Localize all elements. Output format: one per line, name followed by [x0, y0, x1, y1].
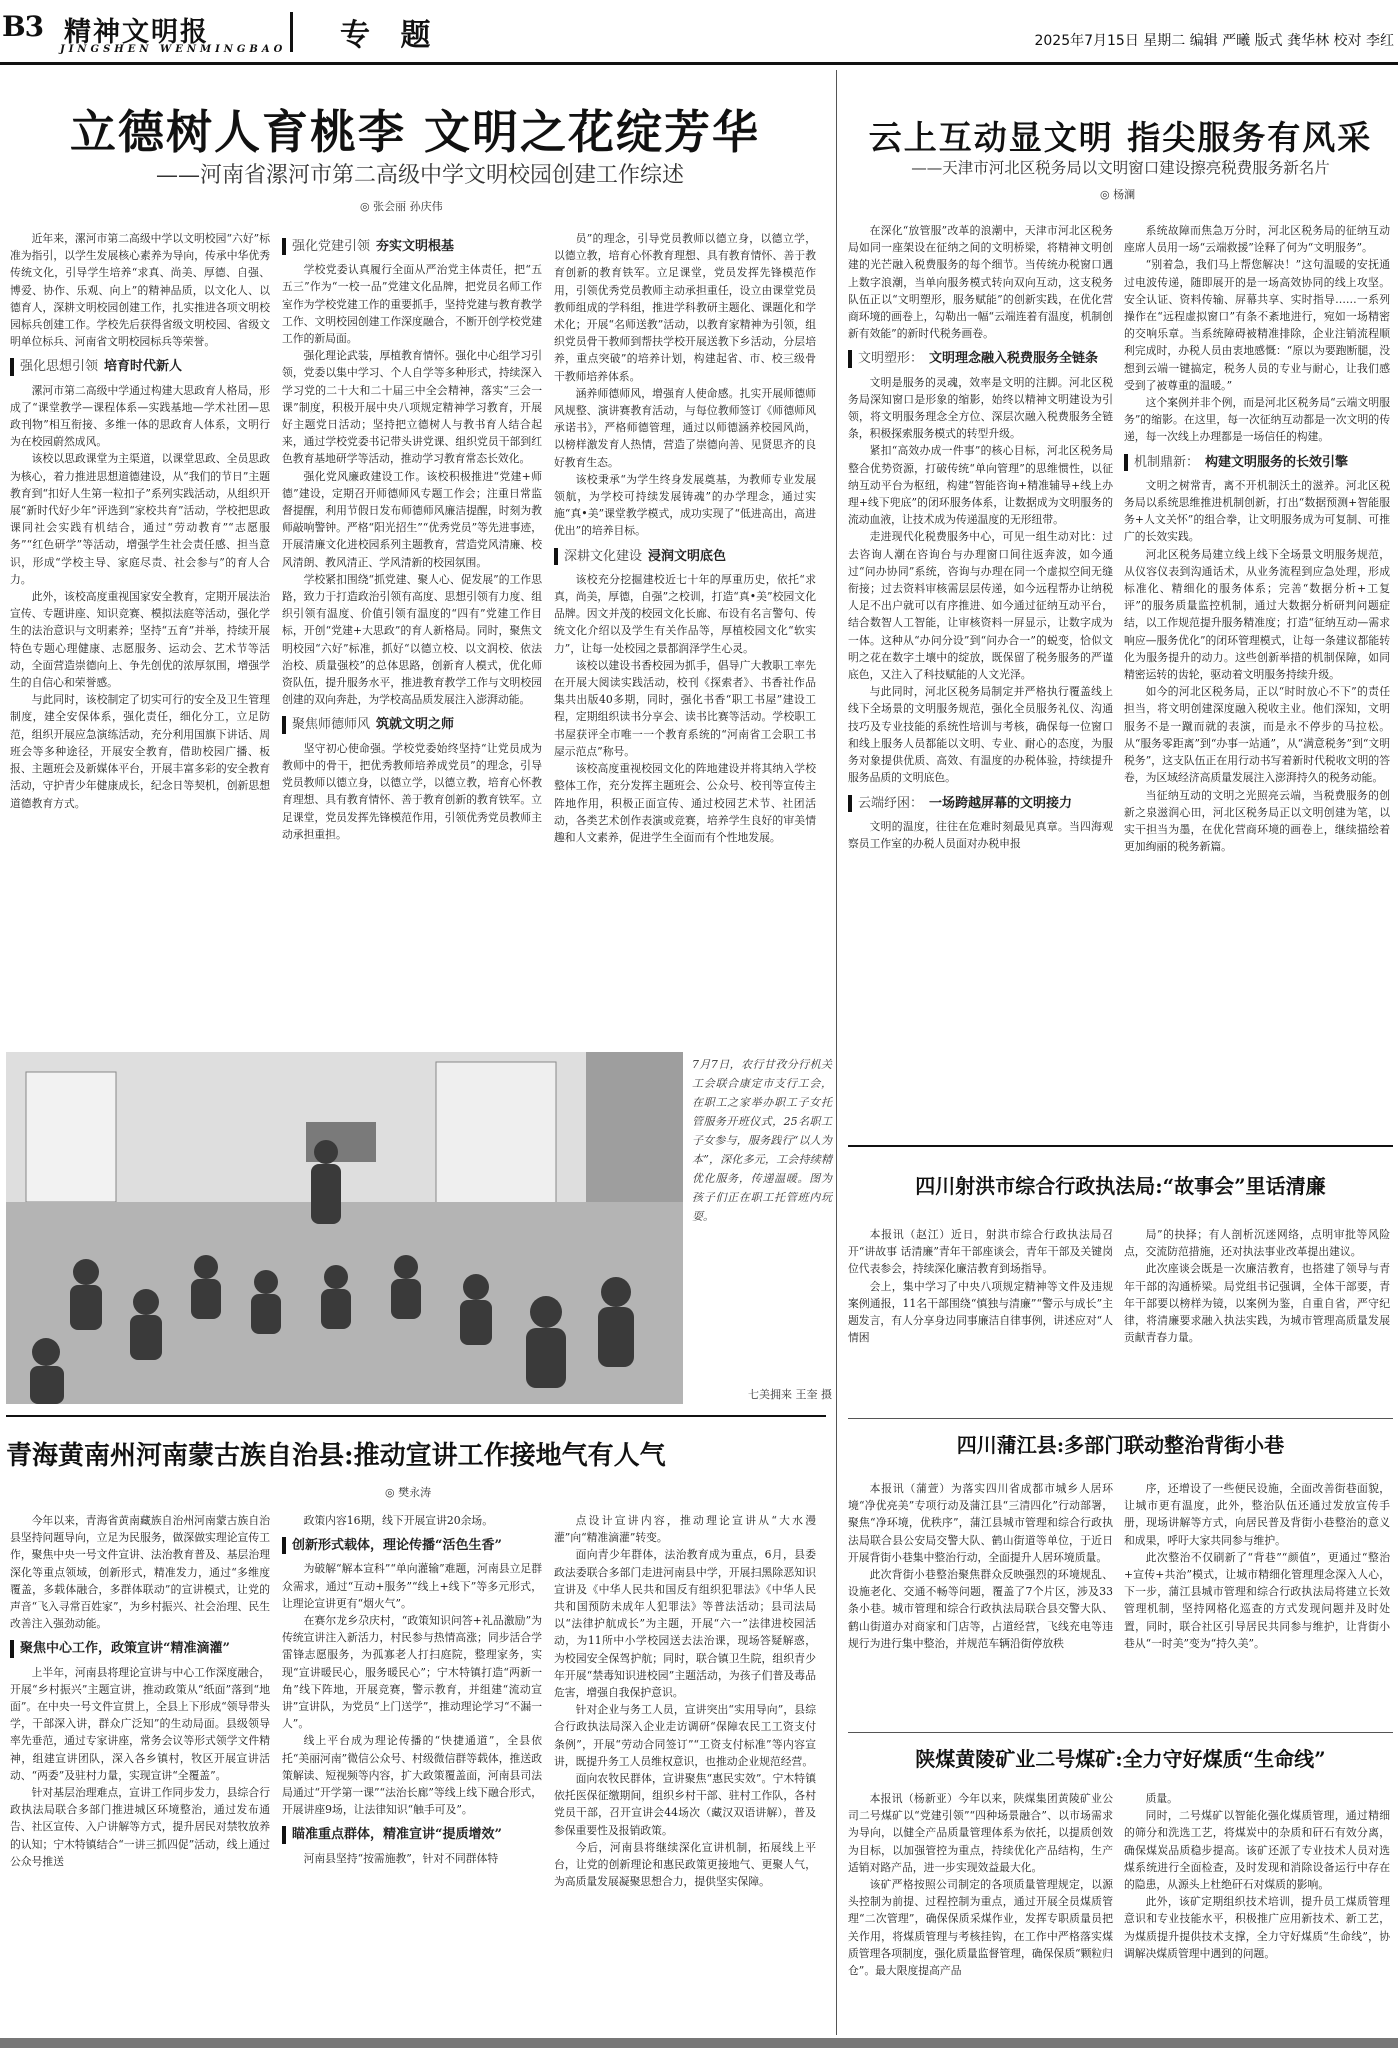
article-4-col-1 [848, 1480, 1113, 1715]
paragraph: 本报讯（杨新亚）今年以来，陕煤集团黄陵矿业公司二号煤矿以“党建引领”“四种场景融合”、以市场需求为导向，以健全产品质量管理体系为依托，以提质创效为目标，以加强管控为重点，持续优化产品结构，生产适销对路产品，进一步实现效益最大化。 [848, 1792, 1113, 1874]
paragraph: 此次座谈会既是一次廉洁教育，也搭建了领导与青年干部的沟通桥梁。局党组书记强调，全体干部要，青年干部要以榜样为镜，以案例为鉴，自重自省，严守纪律，将清廉要求融入执法实践，为城市管理高质量发展贡献青春力量。 [1124, 1262, 1390, 1345]
paragraph: 今后，河南县将继续深化宣讲机制，拓展线上平台，让党的创新理论和惠民政策更接地气、更聚人气，为高质量发展凝聚思想合力，提供坚实保障。 [554, 1840, 816, 1889]
paragraph: 局”的抉择；有人剖析沉迷网络，点明审批等风险点，交流防范措施，还对执法事业改革提出建议。 [1124, 1228, 1390, 1259]
paragraph: 该校以建设书香校园为抓手，倡导广大教职工率先在开展大阅读实践活动，校刊《探索者》、书香社作品集共出版40多期，同时，强化书香“职工书屋”建设工程，定期组织读书分享会、读书比赛等活动。学校职工书屋获评全市唯一一个教育系统的“河南省工会职工书屋示范点”称号。 [554, 658, 816, 758]
article-3-col-2 [1124, 1226, 1390, 1396]
paragraph: 坚守初心使命强。学校党委始终坚持“让党员成为教师中的骨干，把优秀教师培养成党员”的理念，引导党员教师以德立身，以德立学，以德立教，培育心怀教育理想、具有教育情怀、善于教育创新的教育铁军。立足课堂，党员发挥先锋模范作用，引领优秀党员教师主动承担重担。 [282, 741, 542, 841]
article-6-col-3 [554, 1512, 816, 2034]
paragraph: 该校高度重视校园文化的阵地建设并将其纳入学校整体工作，充分发挥主题班会、公众号、校刊等宣传主阵地作用，积极正面宣传、通过校园艺术节、社团活动，各类艺术创作表演或竞赛，培养学生良好的审美情趣和人文素养，促进学生全面而有个性地发展。 [554, 762, 816, 844]
paragraph: 系统故障而焦急万分时，河北区税务局的征纳互动座席人员用一场“云端救援”诠释了何为“文明服务”。 [1124, 224, 1390, 255]
paragraph: 针对企业与务工人员，宣讲突出“实用导向”，县综合行政执法局深入企业走访调研“保障农民工工资支付条例”，开展“劳动合同签订”“工资支付标准”等内容宣讲，既提升务工人员维权意识，也推动企业规范经营。 [554, 1703, 816, 1768]
article-6-col-1 [10, 1512, 270, 2034]
paragraph: 该校以思政课堂为主渠道，以课堂思政、全员思政为核心，着力推进思想道德建设，从“我们的节日”主题教育到“扣好人生第一粒扣子”系列实践活动，从组织开展“新时代好少年”评选到“家校共育”活动，学校把思政课同社会实践有机结合，通过“劳动教育”“志愿服务”“红色研学”等活动，增强学生社会责任感、担当意识，形成“学校主导、家庭尽责、社会参与”的育人合力。 [10, 452, 270, 586]
article-2-subhead-2: 云端纾困： 一场跨越屏幕的文明接力 [848, 795, 1113, 812]
paragraph: 政策内容16期，线下开展宣讲20余场。 [303, 1514, 494, 1527]
paragraph: 点设计宣讲内容，推动理论宣讲从“大水漫灌”向“精准滴灌”转变。 [554, 1514, 816, 1545]
paragraph: 序，还增设了一些便民设施，全面改善街巷面貌，让城市更有温度，此外，整治队伍还通过发放宣传手册，现场讲解等方式，向居民普及背街小巷整治的意义和成果，呼吁大家共同参与维护。 [1124, 1482, 1390, 1547]
paragraph: 该矿严格按照公司制定的各项质量管理规定，以源头控制为前提、过程控制为重点，通过开展全员煤质管理“二次管理”，确保保质采煤作业，发挥专职质量员把关作用，将煤质管理与考核挂钩，在工作中严格落实煤质管理各项制度，强化质量监督管理，确保保质“颗粒归仓”。最大限度提高产品 [848, 1878, 1113, 1978]
paragraph: 紧扣“高效办成一件事”的核心目标，河北区税务局整合优势资源，打破传统“单向管理”的思维惯性，以征纳互动平台为枢纽，构建“智能咨询+精准辅导+线上办理+线下兜底”的闭环服务体系，让数据成为文明服务的流动血液，让技术成为传递温度的无形纽带。 [848, 444, 1113, 527]
paragraph: 为破解“解本宣科”“单向灌输”难题，河南县立足群众需求，通过“互动+服务”“线上+线下”等多元形式，让理论宣讲更有“烟火气”。 [282, 1562, 542, 1610]
paragraph: 与此同时，该校制定了切实可行的安全及卫生管理制度，建全安保体系，强化责任，细化分工，立足防范，组织开展应急演练活动，充分利用国旗下讲话、周班会等多种途径，开展安全教育，借助校园广播、板报、主题班会及新媒体平台，开展丰富多彩的安全教育活动，守护青少年健康成长，纪念日等契机，创新思想道德教育方式。 [10, 693, 270, 810]
article-5-col-2 [1124, 1790, 1390, 2034]
newspaper-name: 精神文明报 [64, 17, 209, 48]
paragraph: 漯河市第二高级中学通过构建大思政育人格局，形成了“课堂教学—课程体系—实践基地—学术社团—思政刊物”相互衔接、多维一体的思政育人体系，文明行为在校园蔚然成风。 [10, 383, 270, 449]
article-1-subhead-4: 深耕文化建设 浸润文明底色 [554, 548, 816, 565]
section-rule [848, 1145, 1393, 1147]
article-6-subhead-3: 瞄准重点群体，精准宣讲“提质增效” [282, 1826, 542, 1843]
section-rule [6, 1415, 826, 1417]
page-footer-bar [0, 2038, 1398, 2048]
paragraph: 当征纳互动的文明之光照亮云端，当税费服务的创新之泉滋润心田，河北区税务局正以文明创建为笔，以实干担当为墨，在优化营商环境的画卷上，继续描绘着更加绚丽的税务新篇。 [1124, 788, 1390, 854]
article-2-subhead-3: 机制鼎新： 构建文明服务的长效引擎 [1124, 454, 1390, 471]
article-6-col-2 [282, 1512, 542, 2034]
paragraph: 在赛尔龙乡尕庆村，“政策知识问答+礼品激励”为传统宣讲注入新活力，村民参与热情高涨；同步活合学雷锋志愿服务，为孤寡老人打扫庭院，整理家务，实现“宣讲暖民心，服务暖民心”；宁木特镇打造“两新一角”线下阵地，开展竞赛，警示教育，并组建“流动宣讲”宣讲队，为党员“上门送学”，推动理论学习“不漏一人”。 [282, 1614, 542, 1731]
photo-children-playing [6, 1052, 683, 1404]
article-3-title: 四川射洪市综合行政执法局:“故事会”里话清廉 [915, 1174, 1326, 1198]
paragraph: 该校秉承“为学生终身发展奠基，为教师专业发展领航，为学校可持续发展铸魂”的办学理念，通过实施“真•美”课堂教学模式，成功实现了“低进高出，高进优出”的培养目标。 [554, 472, 816, 538]
article-4-title: 四川蒲江县:多部门联动整治背街小巷 [848, 1418, 1393, 1458]
newspaper-pinyin: JINGSHEN WENMINGBAO [60, 44, 287, 55]
article-2-byline: ◎ 杨澜 [1100, 188, 1136, 201]
paragraph: 此次背街小巷整治聚焦群众反映强烈的环境规乱、设施老化、交通不畅等问题，覆盖了7个片区，涉及33条小巷。城市管理和综合行政执法局联合县交警大队、鹤山街道办对商家和门店等，占道经营，飞线充电等违规行为进行集中整治，并规范车辆沿街停放秩 [848, 1568, 1113, 1650]
paragraph: 本报讯（蒲萱）为落实四川省成都市城乡人居环境“净优亮美”专项行动及蒲江县“三清四化”行动部署，聚焦“净环境，优秩序”，蒲江县城市管理和综合行政执法局联合县公安局交警大队、鹤山街道等单位，于近日开展背街小巷集中整治行动，全面提升人居环境质量。 [848, 1482, 1113, 1564]
article-1-subhead-2: 强化党建引领 夯实文明根基 [282, 238, 542, 255]
paragraph: 涵养师德师风，增强育人使命感。扎实开展师德师风规整、演讲赛教育活动，与每位教师签订《师德师风承诺书》，严格师德管理，通过以师德涵养校园风尚，以榜样激发育人热情，营造了崇德向善、见贤思齐的良好教育生态。 [554, 386, 816, 469]
article-2-subhead-1: 文明塑形： 文明理念融入税费服务全链条 [848, 350, 1113, 367]
paragraph: 面向青少年群体，法治教育成为重点，6月，县委政法委联合多部门走进河南县中学，开展扫黑除恶知识宣讲及《中华人民共和国反有组织犯罪法》《中华人民共和国预防未成年人犯罪法》等普法活动；县司法局以“法律护航成长”为主题，开展“六一”法律进校园活动，为11所中小学校园送去法治课，现场答疑解惑，为校园安全保驾护航；同时，联合镇卫生院，组织青少年开展“禁毒知识进校园”主题活动，为孩子们普及毒品危害，增强自我保护意识。 [554, 1548, 816, 1700]
article-1-byline: ◎ 张会丽 孙庆伟 [360, 200, 443, 213]
column-divider [836, 70, 837, 1145]
paragraph: 学校党委认真履行全面从严治党主体责任，把“五五三”作为“一校一品”党建文化品牌，把党员名师工作室作为学校党建工作的重要抓手，坚持党建与教育教学工作、文明校园创建工作深度融合，不断开创学校党建工作的新局面。 [282, 263, 542, 346]
paragraph: 该校充分挖掘建校近七十年的厚重历史，依托“求真，尚美，厚德，自强”之校训，打造“真•美”校园文化品牌。因文并茂的校园文化长廊、布设有名言警句、传统文化介绍以及学生有关作品等，厚植校园文化“软实力”，让每一处校园之景都润泽学生心灵。 [554, 572, 816, 655]
article-6-subhead-1: 聚焦中心工作，政策宣讲“精准滴灌” [10, 1640, 270, 1657]
article-6-byline: ◎ 樊永涛 [385, 1486, 432, 1499]
paragraph: 在深化“放管服”改革的浪潮中，天津市河北区税务局如同一座架设在征纳之间的文明桥梁，将精神文明创建的光芒融入税费服务的每个细节。当传统办税窗口遇上数字浪潮，当单向服务模式转向双向互动，这支税务队伍正以“文明塑形，服务赋能”的创新实践，在优化营商环境的画卷上，勾勒出一幅“云端连着有温度，机制创新有效能”的新时代税务画卷。 [848, 224, 1113, 341]
issue-meta: 2025年7月15日 星期二 编辑 严曦 版式 龚华林 校对 李红 [1034, 33, 1394, 49]
article-1-col-1 [10, 230, 270, 1038]
paragraph: 强化理论武装，厚植教育情怀。强化中心组学习引领，党委以集中学习、个人自学等多种形式，持续深入学习党的二十大和二十届三中全会精神，落实“三会一课”制度，积极开展中央八项规定精神学习教育，开展好主题党日活动；坚持把立德树人与教书育人结合起来，通过学校党委书记带头讲党课、组织党员干部到红色教育基地研学等活动，推动学习教育常态长效化。 [282, 349, 542, 466]
article-1-title: 立德树人育桃李 文明之花绽芳华 [69, 105, 760, 159]
article-3-col-1 [848, 1226, 1113, 1396]
article-1-col-2 [282, 230, 542, 1038]
paragraph: 上半年，河南县将理论宣讲与中心工作深度融合，开展“乡村振兴”主题宣讲，推动政策从“纸面”落到“地面”。在中央一号文件宣贯上，全县上下形成“领导带头学，干部深入讲，群众广泛知”的生动局面。县级领导率先垂范，通过专家讲座，常务会议等形式领学文件精神，组建宣讲团队，深入各乡镇村，牧区开展宣讲活动、“两委”及驻村力量，实现宣讲“全覆盖”。 [10, 1665, 270, 1782]
article-2-col-2 [1124, 222, 1390, 1132]
paragraph: 如今的河北区税务局，正以“时时放心不下”的责任担当，将文明创建深度融入税收主业。他们深知，文明服务不是一蹴而就的表演，而是永不停步的马拉松。从“服务零距离”到“办事一站通”，从“满意税务”到“文明税务”，这支队伍正在用行动书写着新时代税收文明的答卷，为区域经济高质量发展注入澎湃持久的税务动能。 [1124, 685, 1390, 785]
article-5-title: 陕煤黄陵矿业二号煤矿:全力守好煤质“生命线” [848, 1732, 1393, 1772]
section-name: 专 题 [340, 18, 441, 53]
paragraph: 此外，该校高度重视国家安全教育，定期开展法治宣传、专题讲座、知识竞赛、模拟法庭等活动，强化学生的法治意识与文明素养；坚持“五育”并举，持续开展特色专题心理健康、志愿服务、运动会、艺术节等活动，全面营造崇德向上、争先创优的浓厚氛围，增强学生的自信心和荣誉感。 [10, 590, 270, 690]
article-1-subtitle: ——河南省漯河市第二高级中学文明校园创建工作综述 [155, 163, 684, 188]
paragraph: 员”的理念，引导党员教师以德立身，以德立学，以德立教，培育心怀教育理想、具有教育情怀、善于教育创新的教育铁军。立足课堂，党员发挥先锋模范作用，引领优秀党员教师主动承担重任，设立由课堂党员教师组成的学科组，推进学科教研主题化、课题化和学术化；开展“名师送教”活动，以教育家精神为引领，组织党员骨干教师到帮扶学校开展送教下乡活动，分层培养，重点突破”的培养计划，构建起省、市、校三级骨干教师培养体系。 [554, 232, 816, 383]
article-1-subhead-1: 强化思想引领 培育时代新人 [10, 358, 270, 375]
paragraph: 会上，集中学习了中央八项规定精神等文件及违规案例通报，11名干部围绕“慎独与清廉”“警示与成长”主题发言，有人分享身边同事廉洁自律事例，讲述应对“人情困 [848, 1279, 1113, 1345]
paragraph: 河南县坚持“按需施教”，针对不同群体特 [303, 1851, 499, 1865]
article-2-col-1 [848, 222, 1113, 1132]
paragraph: 文明的温度，往往在危难时刻最见真章。当四海观察员工作室的办税人员面对办税申报 [848, 819, 1113, 850]
paragraph: 今年以来，青海省黄南藏族自治州河南蒙古族自治县坚持问题导向，立足为民服务，做深做实理论宣传工作，聚焦中央一号文件宣讲、法治教育普及、基层治理深化等重点领域，创新形式，精准发力，通过“多维度覆盖，多载体融合，多群体联动”的宣讲模式，让党的声音“飞入寻常百姓家”，为乡村振兴、社会治理、民生改善注入强劲动能。 [10, 1514, 270, 1631]
paragraph: 针对基层治理难点，宣讲工作同步发力，县综合行政执法局联合多部门推进城区环境整治，通过发布通告、社区宣传、入户讲解等方式，提升居民对禁牧放养的认知；宁木特镇结合“一讲三抓四促”活动，线上通过公众号推送 [10, 1786, 270, 1868]
column-divider [836, 1145, 837, 2035]
photo-credit: 七美拥来 王奎 摄 [748, 1388, 832, 1401]
paragraph: “别着急，我们马上帮您解决！”这句温暖的安抚通过电波传递，随即展开的是一场高效协同的线上攻坚。安全认证、资料传输、屏幕共享、实时指导……一系列操作在“远程虚拟窗口”有条不紊地进行，宛如一场精密的交响乐章。当系统障碍被精准排除，企业注销流程顺利完成时，办税人员由衷地感慨：“原以为要跑断腿，没想到云端一键搞定，税务人员的专业与耐心，让我们感受到了被尊重的温暖。” [1124, 258, 1390, 392]
paragraph: 文明是服务的灵魂，效率是文明的注脚。河北区税务局深知窗口是形象的缩影，始终以精神文明建设为引领，将文明服务理念全方位、深层次融入税费服务全链条，积极探索服务模式的转型升级。 [848, 375, 1113, 441]
article-4-col-2 [1124, 1480, 1390, 1715]
paragraph: 这个案例并非个例，而是河北区税务局“云端文明服务”的缩影。在这里，每一次征纳互动都是一次文明的传递，每一次线上办理都是一场信任的构建。 [1124, 396, 1390, 444]
article-1-subhead-3: 聚焦师德师风 筑就文明之师 [282, 716, 542, 733]
article-6-title: 青海黄南州河南蒙古族自治县:推动宣讲工作接地气有人气 [6, 1441, 666, 1471]
paragraph: 与此同时，河北区税务局制定并严格执行覆盖线上线下全场景的文明服务规范，强化全员服务礼仪、沟通技巧及专业技能的系统性培训与考核，确保每一位窗口和线上服务人员都能以文明、专业、耐心的态度，为服务对象提供优质、高效、有温度的办税体验，持续提升服务品质的文明底色。 [848, 685, 1113, 785]
photo-caption: 7月7日，农行甘孜分行机关工会联合康定市支行工会，在职工之家举办职工子女托管服务开班仪式，25名职工子女参与，服务践行“以人为本”，深化多元，工会持续精优化服务，传递温暖。图为孩子们正在职工托管班内玩耍。 [692, 1058, 832, 1223]
paragraph: 面向农牧民群体，宣讲聚焦“惠民实效”。宁木特镇依托医保征缴期间，组织乡村干部、驻村工作队，各村党员干部，召开宣讲会44场次（藏汉双语讲解），普及参保重要性及报销政策。 [554, 1772, 816, 1837]
paragraph: 走进现代化税费服务中心，可见一组生动对比：过去咨询人潮在咨询台与办理窗口间往返奔波，如今通过“问办协同”系统，咨询与办理在同一个虚拟空间无缝衔接；过去资料审核需层层传递，如今远程帮办让纳税人足不出户就可以有序推进、如今通过征纳互动平台，结合数智人工智能，让审核资料一屏显示，让数字成为一体。这种从“办问分设”到“问办合一”的蜕变，恰似文明之花在数字土壤中的绽放，既保留了税务服务的严谨底色，又注入了科技赋能的人文光泽。 [848, 530, 1113, 682]
paragraph: 此次整治不仅刷新了“背巷”“颜值”，更通过“整治+宣传+共治”模式，让城市精细化管理理念深入人心，下一步，蒲江县城市管理和综合行政执法局将建立长效管理机制，坚持网格化巡查的方式发现问题并及时处置，同时，联合社区引导居民共同参与维护，让背街小巷从“一时美”变为“持久美”。 [1124, 1550, 1390, 1650]
paragraph: 河北区税务局建立线上线下全场景文明服务规范，从仪容仪表到沟通话术，从业务流程到应急处理，形成标准化、精细化的服务体系；完善“数据分析+工复评”的服务质量监控机制，通过大数据分析研判问题症结，以工作规范提升服务精准度；打造“征纳互动—需求响应—服务优化”的闭环管理模式，让每一条建议都能转化为服务提升的动力。这些创新举措的机制保障，如同精密运转的齿轮，驱动着文明服务持续升级。 [1124, 547, 1390, 682]
article-2-title: 云上互动显文明 指尖服务有风采 [868, 118, 1373, 157]
article-2-subtitle: ——天津市河北区税务局以文明窗口建设擦亮税费服务新名片 [911, 159, 1330, 177]
paragraph: 学校紧扣围绕“抓党建、聚人心、促发展”的工作思路，致力于打造政治引领有高度、思想引领有力度、组织引领有温度、价值引领有温度的“四有”党建工作目标，开创“党建+大思政”的育人新格局。同时，聚焦文明校园“六好”标准，抓好“以德立校、以文润校、依法治校、质量强校”的总体思路，创新育人模式，优化师资队伍，提升服务水平，推进教育教学工作与文明校园创建的双向奔赴，为学校高品质发展注入澎湃动能。 [282, 572, 542, 707]
paragraph: 此外，该矿定期组织技术培训，提升员工煤质管理意识和专业技能水平，积极推广应用新技术、新工艺，为煤质提升提供技术支撑，全力守好煤质“生命线”，协调解决煤质管理中遇到的问题。 [1124, 1895, 1390, 1960]
paragraph: 文明之树常青，离不开机制沃土的滋养。河北区税务局以系统思维推进机制创新，打出“数据预测+智能服务+人文关怀”的组合拳，让文明服务成为可复制、可推广的长效实践。 [1124, 478, 1390, 544]
page-number: B3 [2, 10, 44, 43]
paragraph: 同时，二号煤矿以智能化强化煤质管理，通过精细的筛分和洗选工艺，将煤炭中的杂质和矸石有效分离，确保煤炭品质稳步提高。该矿还派了专业技术人员对选煤系统进行全面检查，及时发现和消除设备运行中存在的隐患，从源头上杜绝矸石对煤质的影响。 [1124, 1809, 1390, 1892]
paragraph: 强化党风廉政建设工作。该校积极推进“党建+师德”建设，定期召开师德师风专题工作会；注重日常监督提醒，利用节假日发布师德师风廉洁提醒，时刻为教师敲响警钟。严格“阳光招生”“优秀党员”等先进事迹，开展清廉文化进校园系列主题教育，营造党风清廉、校风清朗、教风清正、学风清新的校园氛围。 [282, 469, 542, 569]
article-5-col-1 [848, 1790, 1113, 2034]
paragraph: 线上平台成为理论传播的“快捷通道”，全县依托“美丽河南”微信公众号、村级微信群等载体，推送政策解读、短视频等内容，扩大政策覆盖面，河南县司法局通过“开学第一课”“法治长廊”等线上线下融合形式，开展讲座9场，让法律知识“触手可及”。 [282, 1734, 542, 1817]
article-1-col-3 [554, 230, 816, 1038]
masthead-rule [0, 62, 1398, 65]
article-6-subhead-2: 创新形式载体，理论传播“活色生香” [282, 1537, 542, 1554]
paragraph: 质量。 [1145, 1792, 1178, 1805]
masthead-divider [290, 12, 293, 52]
paragraph: 本报讯（赵江）近日，射洪市综合行政执法局召开“讲故事 话清廉”青年干部座谈会，青年干部及关键岗位代表参会，持续深化廉洁教育到场指导。 [848, 1228, 1113, 1276]
paragraph: 近年来，漯河市第二高级中学以文明校园“六好”标准为指引，以学生发展核心素养为导向，传承中华优秀传统文化，引导学生培养“求真、尚美、厚德、自强、博爱、协作、乐观、向上”的精神品质，以文化人、以德育人，深耕文明校园创建工作，扎实推进各项文明校园标兵创建工作。学校先后获得省级文明校园、省级文明单位标兵、河南省文明校园标兵等荣誉。 [10, 232, 270, 349]
news-photo [6, 1052, 683, 1404]
